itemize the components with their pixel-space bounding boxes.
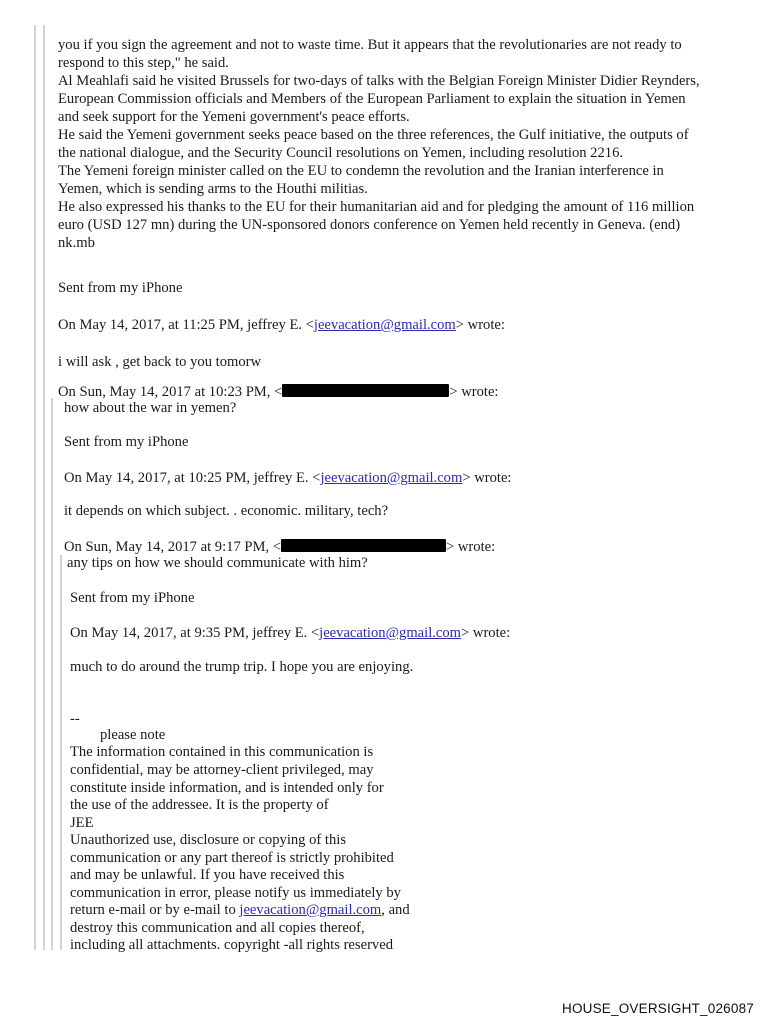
header-text: > wrote: [455, 317, 505, 333]
email-header [58, 384, 498, 402]
header-text: On May 14, 2017, at 11:25 PM, jeffrey E. < [58, 317, 314, 333]
email-header [64, 470, 512, 488]
article-line: The Yemeni foreign minister called on the EU to condemn the revolution and the Iranian interference in [58, 163, 664, 179]
header-text: > wrote: [449, 384, 499, 400]
article-line: European Commission officials and Members of the European Parliament to explain the situation in Yemen [58, 91, 686, 107]
email-body: how about the war in yemen? [64, 400, 237, 416]
header-text: > wrote: [462, 470, 512, 486]
quote-bar-level-2 [43, 25, 45, 950]
signature: Sent from my iPhone [70, 590, 195, 606]
disclaimer-line: Unauthorized use, disclosure or copying of this [70, 832, 347, 848]
disclaimer-line: confidential, may be attorney-client privileged, may [70, 762, 374, 778]
email-link[interactable]: jeevacation@gmail.com [239, 902, 382, 918]
disclaimer-line: constitute inside information, and is intended only for [70, 780, 384, 796]
header-text: > wrote: [461, 625, 511, 641]
article-line: Yemen, which is sending arms to the Houthi militias. [58, 181, 368, 197]
quote-bar-level-4 [60, 555, 62, 950]
header-text: On May 14, 2017, at 9:35 PM, jeffrey E. < [70, 625, 320, 641]
email-body: any tips on how we should communicate with him? [67, 555, 368, 571]
email-link[interactable]: jeevacation@gmail.com [313, 317, 456, 333]
article-line: Al Meahlafi said he visited Brussels for two-days of talks with the Belgian Foreign Minister Didier Reynders, [58, 73, 700, 89]
email-link[interactable]: jeevacation@gmail.com [319, 625, 462, 641]
article-line: the national dialogue, and the Security Council resolutions on Yemen, including resolution 2216. [58, 145, 624, 161]
article-line: you if you sign the agreement and not to waste time. But it appears that the revolutionaries are not ready to [58, 37, 682, 53]
article-line: He also expressed his thanks to the EU for their humanitarian aid and for pledging the amount of 116 million [58, 199, 695, 215]
disclaimer-line: The information contained in this communication is [70, 744, 374, 760]
email-header [70, 625, 510, 643]
disclaimer-line: JEE [70, 815, 94, 831]
email-header [64, 539, 495, 557]
article-line: He said the Yemeni government seeks peace based on the three references, the Gulf initiative, the outputs of [58, 127, 689, 143]
article-line: euro (USD 127 mn) during the UN-sponsored donors conference on Yemen held recently in Geneva. (end) [58, 217, 681, 233]
bates-number: HOUSE_OVERSIGHT_026087 [562, 1001, 754, 1016]
email-body: i will ask , get back to you tomorw [58, 354, 262, 370]
disclaimer-title: please note [100, 727, 166, 743]
article-line: nk.mb [58, 235, 95, 251]
redacted-email [281, 539, 446, 552]
disclaimer-text: return e-mail or by e-mail to [70, 902, 240, 918]
redacted-email [282, 384, 449, 397]
email-header [58, 317, 505, 335]
email-body: it depends on which subject. . economic. military, tech? [64, 503, 389, 519]
disclaimer-text: , and [381, 902, 410, 918]
signature: Sent from my iPhone [58, 280, 183, 296]
quote-bar-level-3 [51, 398, 53, 950]
disclaimer-line: communication in error, please notify us immediately by [70, 885, 401, 901]
signature: Sent from my iPhone [64, 434, 189, 450]
article-line: respond to this step," he said. [58, 55, 229, 71]
disclaimer-line: destroy this communication and all copies thereof, [70, 920, 365, 936]
email-link[interactable]: jeevacation@gmail.com [320, 470, 463, 486]
quote-bar-level-1 [34, 25, 36, 950]
header-text: > wrote: [446, 539, 496, 555]
disclaimer-line: communication or any part thereof is strictly prohibited [70, 850, 394, 866]
article-line: and seek support for the Yemeni government's peace efforts. [58, 109, 410, 125]
header-text: On Sun, May 14, 2017 at 9:17 PM, < [64, 539, 282, 555]
header-text: On May 14, 2017, at 10:25 PM, jeffrey E. < [64, 470, 321, 486]
signature-separator: -- [70, 711, 80, 727]
email-body: much to do around the trump trip. I hope you are enjoying. [70, 659, 414, 675]
disclaimer-line: including all attachments. copyright -all rights reserved [70, 937, 393, 953]
header-text: On Sun, May 14, 2017 at 10:23 PM, < [58, 384, 283, 400]
disclaimer-line: the use of the addressee. It is the property of [70, 797, 329, 813]
disclaimer-email-line [70, 902, 410, 920]
disclaimer-line: and may be unlawful. If you have received this [70, 867, 345, 883]
